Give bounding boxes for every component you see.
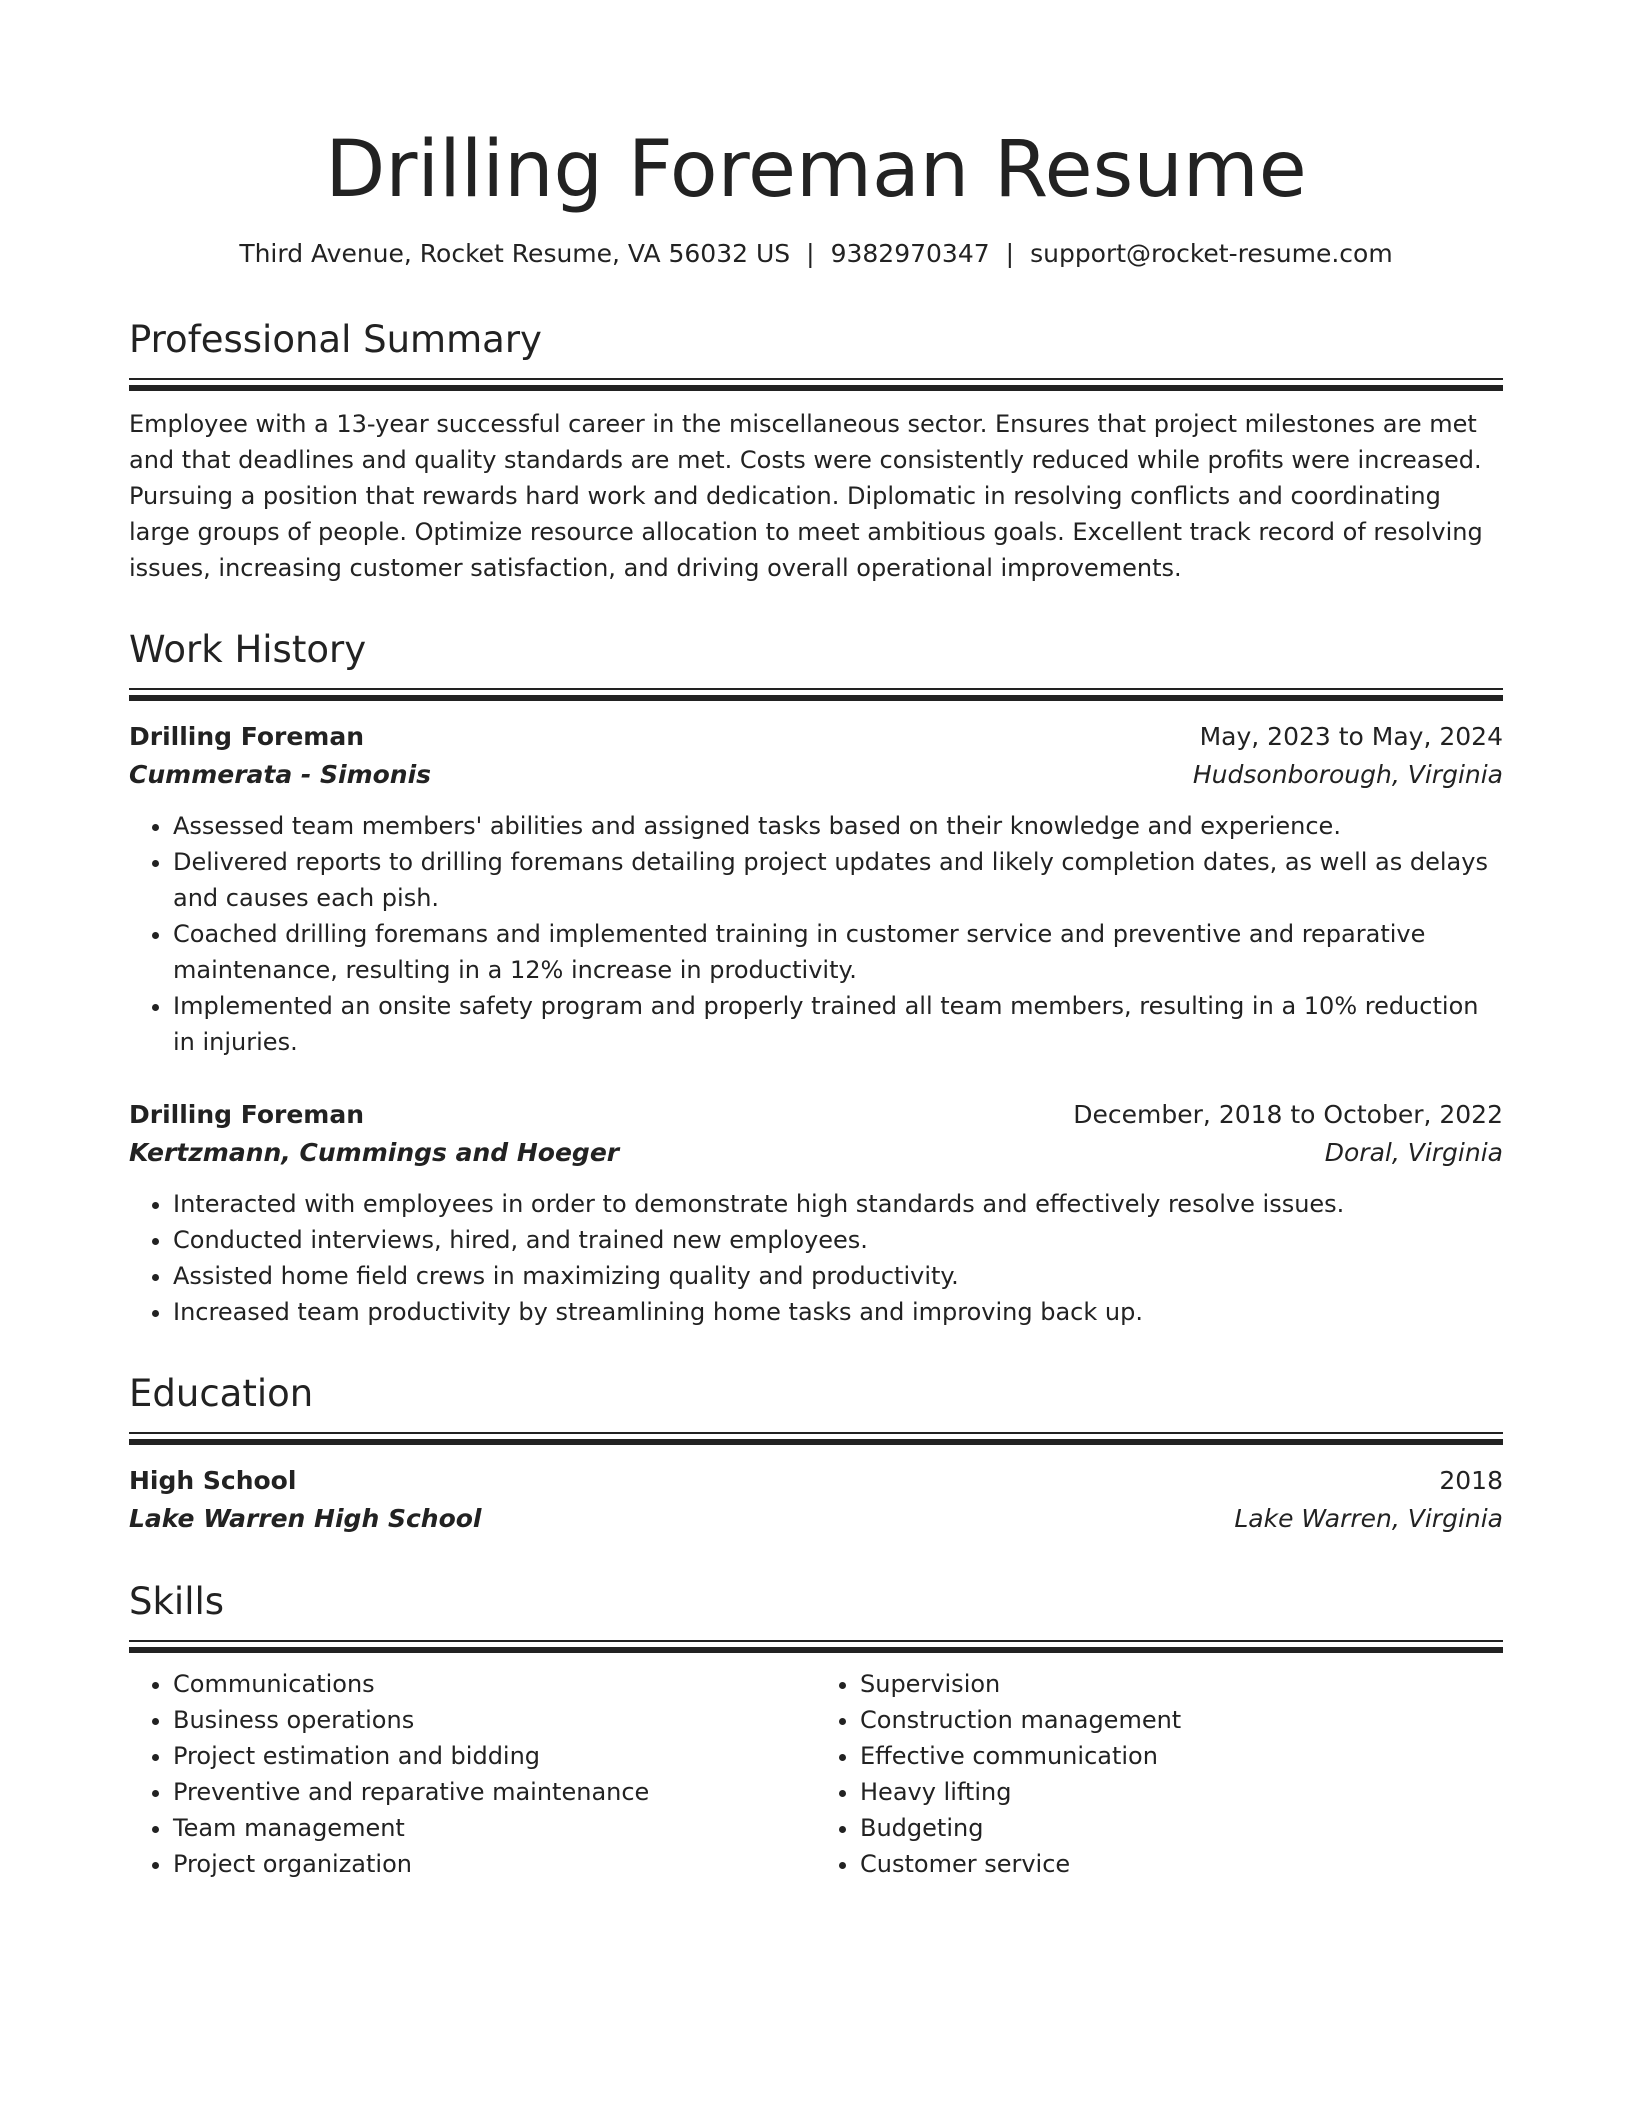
job-company: Kertzmann, Cummings and Hoeger [129, 1138, 620, 1167]
job-bullet: • Conducted interviews, hired, and trained new employees. [173, 1222, 1503, 1258]
job-dates: May, 2023 to May, 2024 [1199, 722, 1503, 751]
work-history-section [129, 626, 1503, 1330]
contact-address: Third Avenue, Rocket Resume, VA 56032 US [239, 239, 791, 268]
job-header-row [129, 1096, 1503, 1134]
section-divider [129, 688, 1503, 702]
section-heading: Education [129, 1372, 314, 1415]
job-header-row [129, 718, 1503, 756]
education-section [129, 1370, 1503, 1538]
section-divider [129, 1640, 1503, 1654]
job-location: Doral, Virginia [1324, 1138, 1503, 1167]
skill-item: • Construction management [860, 1702, 1503, 1738]
skill-item: • Preventive and reparative maintenance [173, 1774, 816, 1810]
job-title: Drilling Foreman [129, 1100, 364, 1129]
job-bullet: • Coached drilling foremans and implemented training in customer service and preventive and reparative maintenance, resulting in a 12% increase in productivity. [173, 916, 1503, 988]
job-bullet: • Delivered reports to drilling foremans detailing project updates and likely completion dates, as well as delays and causes each pish. [173, 844, 1503, 916]
job-bullet: • Assisted home field crews in maximizing quality and productivity. [173, 1258, 1503, 1294]
education-location: Lake Warren, Virginia [1234, 1504, 1503, 1533]
job-subheader-row [129, 1134, 1503, 1172]
skill-item: • Communications [173, 1666, 816, 1702]
education-school: Lake Warren High School [129, 1504, 482, 1533]
section-divider [129, 378, 1503, 392]
skills-columns [129, 1666, 1503, 1882]
skill-item: • Project organization [173, 1846, 816, 1882]
job-bullets [129, 808, 1503, 1060]
job-subheader-row [129, 756, 1503, 794]
contact-separator: | [1005, 239, 1015, 268]
contact-separator: | [806, 239, 815, 268]
education-year: 2018 [1439, 1466, 1503, 1495]
summary-text: Employee with a 13-year successful career in the miscellaneous sector. Ensures that project milestones are met and that deadlines and quality standards are met. Costs were consistently reduced while profits were increased. Pursuing a position that rewards hard work and dedication. Diplomatic in resolving conflicts and coordinating large groups of people. Optimize resource allocation to meet ambitious goals. Excellent track record of resolving issues, increasing customer satisfaction, and driving overall operational improvements. [129, 410, 1483, 582]
education-header-row [129, 1462, 1503, 1500]
contact-line [129, 236, 1503, 272]
job-bullet: • Assessed team members' abilities and assigned tasks based on their knowledge and experience. [173, 808, 1503, 844]
job-bullets [129, 1186, 1503, 1330]
skill-item: • Team management [173, 1810, 816, 1846]
education-degree: High School [129, 1466, 297, 1495]
skills-right-column [816, 1666, 1503, 1882]
skill-item: • Heavy lifting [860, 1774, 1503, 1810]
skills-section [129, 1578, 1503, 1882]
skill-item: • Effective communication [860, 1738, 1503, 1774]
resume-title: Drilling Foreman Resume [325, 125, 1307, 215]
section-heading: Work History [129, 628, 367, 671]
education-entry [129, 1462, 1503, 1538]
job-dates: December, 2018 to October, 2022 [1073, 1100, 1503, 1129]
skill-item: • Customer service [860, 1846, 1503, 1882]
skill-item: • Supervision [860, 1666, 1503, 1702]
section-heading: Skills [129, 1580, 225, 1623]
job-location: Hudsonborough, Virginia [1192, 760, 1503, 789]
skill-item: • Project estimation and bidding [173, 1738, 816, 1774]
job-bullet: • Interacted with employees in order to demonstrate high standards and effectively resolve issues. [173, 1186, 1503, 1222]
summary-section [129, 316, 1503, 586]
section-divider [129, 1432, 1503, 1446]
skill-item: • Budgeting [860, 1810, 1503, 1846]
job-company: Cummerata - Simonis [129, 760, 432, 789]
education-subheader-row [129, 1500, 1503, 1538]
job-bullet: • Increased team productivity by streamlining home tasks and improving back up. [173, 1294, 1503, 1330]
job-title: Drilling Foreman [129, 722, 364, 751]
job-entry [129, 718, 1503, 1060]
contact-phone: 9382970347 [830, 239, 990, 268]
section-heading: Professional Summary [129, 318, 542, 361]
skill-item: • Business operations [173, 1702, 816, 1738]
contact-email: support@rocket-resume.com [1030, 239, 1393, 268]
job-entry [129, 1096, 1503, 1330]
skills-left-column [129, 1666, 816, 1882]
job-bullet: • Implemented an onsite safety program and properly trained all team members, resulting in a 10% reduction in injuries. [173, 988, 1503, 1060]
